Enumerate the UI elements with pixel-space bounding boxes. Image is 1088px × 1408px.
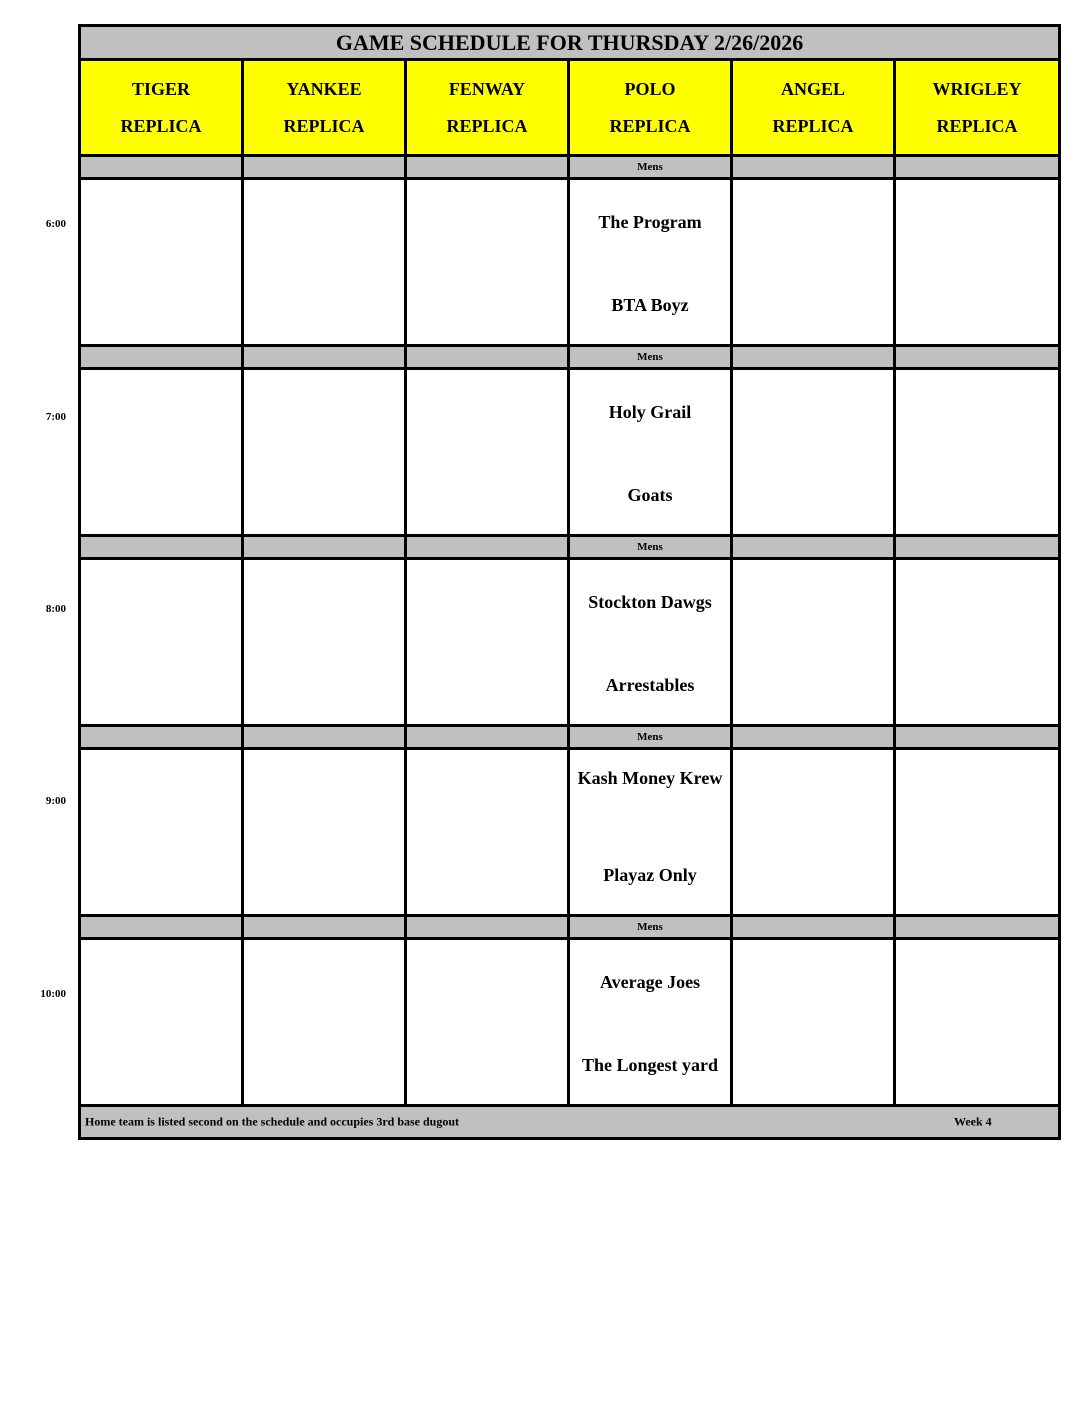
field-header-yankee — [243, 60, 406, 156]
division-row — [80, 156, 1060, 179]
matchup — [570, 370, 730, 534]
empty-slot-cell — [80, 369, 243, 536]
empty-slot-cell — [732, 749, 895, 916]
home-team: Goats — [627, 485, 673, 505]
footer-note: Home team is listed second on the schedule and occupies 3rd base dugout — [85, 1114, 460, 1129]
empty-slot-cell — [732, 179, 895, 346]
empty-slot-cell — [406, 559, 569, 726]
division-label: Mens — [569, 726, 732, 749]
field-type: REPLICA — [283, 115, 365, 136]
empty-slot-cell — [406, 179, 569, 346]
division-row — [80, 346, 1060, 369]
empty-slot-cell — [406, 369, 569, 536]
home-team: BTA Boyz — [611, 295, 689, 315]
time-slot-row — [80, 369, 1060, 536]
division-cell-empty — [243, 726, 406, 749]
matchup — [570, 750, 730, 914]
game-cell — [569, 559, 732, 726]
division-cell-empty — [406, 726, 569, 749]
matchup — [570, 560, 730, 724]
division-cell-empty — [406, 346, 569, 369]
field-header-polo — [569, 60, 732, 156]
division-cell-empty — [895, 156, 1060, 179]
division-cell-empty — [80, 536, 243, 559]
time-label: 8:00 — [45, 603, 66, 615]
empty-slot-cell — [243, 939, 406, 1106]
empty-slot-cell — [80, 179, 243, 346]
field-name: ANGEL — [780, 78, 845, 99]
game-cell — [569, 179, 732, 346]
field-type: REPLICA — [772, 115, 854, 136]
empty-slot-cell — [732, 559, 895, 726]
division-cell-empty — [732, 726, 895, 749]
time-slot-row — [80, 749, 1060, 916]
division-cell-empty — [243, 536, 406, 559]
division-cell-empty — [732, 346, 895, 369]
division-cell-empty — [243, 346, 406, 369]
division-row — [80, 536, 1060, 559]
division-cell-empty — [406, 156, 569, 179]
field-header-wrigley — [895, 60, 1060, 156]
empty-slot-cell — [243, 559, 406, 726]
footer-row — [80, 1106, 1060, 1139]
empty-slot-cell — [895, 559, 1060, 726]
empty-slot-cell — [732, 939, 895, 1106]
away-team: Average Joes — [599, 972, 701, 992]
time-label: 9:00 — [45, 795, 66, 807]
division-cell-empty — [895, 536, 1060, 559]
division-label: Mens — [569, 536, 732, 559]
empty-slot-cell — [732, 369, 895, 536]
field-header-row — [80, 60, 1060, 156]
field-name: YANKEE — [286, 78, 362, 99]
division-row — [80, 726, 1060, 749]
field-type: REPLICA — [609, 115, 691, 136]
field-name: POLO — [624, 78, 676, 99]
division-row — [80, 916, 1060, 939]
division-label: Mens — [569, 346, 732, 369]
empty-slot-cell — [80, 559, 243, 726]
time-label: 6:00 — [45, 218, 66, 230]
division-cell-empty — [80, 916, 243, 939]
empty-slot-cell — [80, 749, 243, 916]
division-cell-empty — [732, 916, 895, 939]
division-cell-empty — [243, 156, 406, 179]
division-cell-empty — [895, 916, 1060, 939]
time-label: 7:00 — [45, 411, 66, 423]
empty-slot-cell — [243, 369, 406, 536]
division-cell-empty — [895, 726, 1060, 749]
field-header-angel — [732, 60, 895, 156]
field-type: REPLICA — [120, 115, 202, 136]
empty-slot-cell — [895, 179, 1060, 346]
field-type: REPLICA — [446, 115, 528, 136]
empty-slot-cell — [895, 749, 1060, 916]
division-cell-empty — [243, 916, 406, 939]
schedule-title: GAME SCHEDULE FOR THURSDAY 2/26/2026 — [80, 26, 1060, 60]
matchup — [570, 180, 730, 344]
away-team: Stockton Dawgs — [588, 592, 712, 612]
game-cell — [569, 369, 732, 536]
week-label: Week 4 — [954, 1114, 992, 1129]
empty-slot-cell — [895, 369, 1060, 536]
field-type: REPLICA — [936, 115, 1018, 136]
home-team: The Longest yard — [581, 1055, 718, 1075]
empty-slot-cell — [243, 179, 406, 346]
empty-slot-cell — [406, 939, 569, 1106]
division-label: Mens — [569, 156, 732, 179]
field-name: FENWAY — [448, 78, 526, 99]
matchup — [570, 940, 730, 1104]
time-slot-row — [80, 939, 1060, 1106]
game-cell — [569, 939, 732, 1106]
empty-slot-cell — [243, 749, 406, 916]
home-team: Arrestables — [605, 675, 695, 695]
schedule-table — [78, 24, 1061, 1140]
division-cell-empty — [406, 536, 569, 559]
away-team: The Program — [598, 212, 702, 232]
empty-slot-cell — [80, 939, 243, 1106]
division-cell-empty — [406, 916, 569, 939]
away-team: Holy Grail — [608, 402, 692, 422]
field-header-tiger — [80, 60, 243, 156]
away-team: Kash Money Krew — [577, 768, 723, 788]
empty-slot-cell — [895, 939, 1060, 1106]
division-cell-empty — [732, 536, 895, 559]
game-cell — [569, 749, 732, 916]
footer-cell — [80, 1106, 1060, 1139]
time-slot-row — [80, 559, 1060, 726]
field-header-fenway — [406, 60, 569, 156]
division-cell-empty — [80, 156, 243, 179]
division-cell-empty — [895, 346, 1060, 369]
time-label: 10:00 — [40, 988, 66, 1000]
empty-slot-cell — [406, 749, 569, 916]
division-cell-empty — [80, 346, 243, 369]
division-label: Mens — [569, 916, 732, 939]
time-slot-row — [80, 179, 1060, 346]
division-cell-empty — [732, 156, 895, 179]
field-name: WRIGLEY — [932, 78, 1022, 99]
field-name: TIGER — [131, 78, 191, 99]
division-cell-empty — [80, 726, 243, 749]
home-team: Playaz Only — [603, 865, 697, 885]
